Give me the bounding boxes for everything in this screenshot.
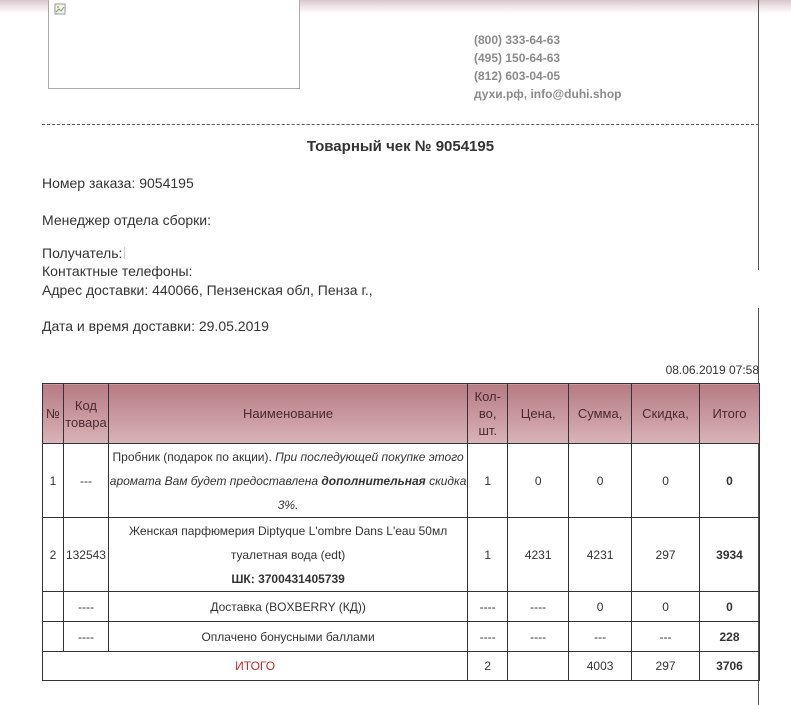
cell-total: 228 bbox=[700, 622, 760, 652]
cell-name bbox=[108, 444, 467, 518]
table-total-row bbox=[43, 652, 760, 681]
promo-emphasis: дополнительная bbox=[321, 473, 426, 488]
recipient-redacted bbox=[124, 247, 125, 259]
cell-num bbox=[43, 592, 64, 622]
cell-code: ---- bbox=[63, 622, 108, 652]
header-price: Цена, bbox=[508, 384, 569, 444]
barcode: ШК: 3700431405739 bbox=[231, 571, 345, 586]
cell-discount: 0 bbox=[632, 444, 700, 518]
promo-note: При последующей покупке этого аромата Вам будет предоставлена bbox=[109, 449, 464, 488]
table-row bbox=[43, 622, 760, 652]
cell-code: 132543 bbox=[63, 518, 108, 592]
delivery-address: Адрес доставки: 440066, Пензенская обл, Пенза г., bbox=[42, 282, 373, 298]
cell-name: Оплачено бонусными баллами bbox=[108, 622, 467, 652]
cell-name: Доставка (BOXBERRY (КД)) bbox=[108, 592, 467, 622]
cell-qty: 1 bbox=[468, 518, 508, 592]
cell-qty: 1 bbox=[468, 444, 508, 518]
cell-sum: 4231 bbox=[569, 518, 632, 592]
cell-name bbox=[108, 518, 467, 592]
cell-total: 0 bbox=[700, 444, 760, 518]
header-name: Наименование bbox=[108, 384, 467, 444]
table-row bbox=[43, 518, 760, 592]
grand-total: 3706 bbox=[700, 652, 760, 681]
cell-num: 2 bbox=[43, 518, 64, 592]
item-name: Пробник (подарок по акции). bbox=[112, 449, 276, 464]
cell-sum: 0 bbox=[569, 592, 632, 622]
total-label: ИТОГО bbox=[43, 652, 468, 681]
assembly-manager: Менеджер отдела сборки: bbox=[42, 212, 211, 228]
recipient-line bbox=[42, 245, 125, 261]
total-qty: 2 bbox=[468, 652, 508, 681]
cell-price: 4231 bbox=[508, 518, 569, 592]
header-sum: Сумма, bbox=[569, 384, 632, 444]
contact-phones: Контактные телефоны: bbox=[42, 263, 193, 279]
receipt-table bbox=[42, 383, 760, 681]
delivery-date: Дата и время доставки: 29.05.2019 bbox=[42, 318, 269, 334]
recipient-label: Получатель: bbox=[42, 245, 123, 261]
item-name: Женская парфюмерия Diptyque L'ombre Dans L'eau 50мл туалетная вода (edt) bbox=[128, 523, 448, 562]
cell-num bbox=[43, 622, 64, 652]
receipt-title: Товарный чек № 9054195 bbox=[306, 138, 495, 155]
cell-total: 0 bbox=[700, 592, 760, 622]
cell-qty: ---- bbox=[468, 622, 508, 652]
cell-qty: ---- bbox=[468, 592, 508, 622]
promo-note-end: скидка 3%. bbox=[277, 473, 467, 512]
cell-num: 1 bbox=[43, 444, 64, 518]
header-code: Код товара bbox=[63, 384, 108, 444]
phone-3: (812) 603-04-05 bbox=[474, 69, 561, 83]
cell-discount: 0 bbox=[632, 592, 700, 622]
cell-price: 0 bbox=[508, 444, 569, 518]
contacts-block bbox=[474, 31, 621, 103]
cell-total: 3934 bbox=[700, 518, 760, 592]
cell-sum: 0 bbox=[569, 444, 632, 518]
table-row bbox=[43, 592, 760, 622]
logo-image-placeholder bbox=[48, 0, 300, 89]
header-qty: Кол-во, шт. bbox=[468, 384, 508, 444]
cell-code: ---- bbox=[63, 592, 108, 622]
dashed-divider bbox=[42, 124, 759, 125]
total-discount: 297 bbox=[632, 652, 700, 681]
print-timestamp: 08.06.2019 07:58 bbox=[665, 363, 759, 377]
table-header-row bbox=[43, 384, 760, 444]
cell-discount: 297 bbox=[632, 518, 700, 592]
table-row bbox=[43, 444, 760, 518]
broken-image-icon bbox=[54, 3, 66, 15]
page-edge-line bbox=[758, 0, 759, 270]
header-discount: Скидка, bbox=[632, 384, 700, 444]
cell-code: --- bbox=[63, 444, 108, 518]
cell-price: ---- bbox=[508, 622, 569, 652]
total-price bbox=[508, 652, 569, 681]
header-total: Итого bbox=[700, 384, 760, 444]
phone-1: (800) 333-64-63 bbox=[474, 33, 561, 47]
header-num: № bbox=[43, 384, 64, 444]
cell-sum: --- bbox=[569, 622, 632, 652]
site-email: духи.рф, info@duhi.shop bbox=[474, 87, 622, 101]
cell-discount: --- bbox=[632, 622, 700, 652]
total-sum: 4003 bbox=[569, 652, 632, 681]
cell-price: ---- bbox=[508, 592, 569, 622]
phone-2: (495) 150-64-63 bbox=[474, 51, 561, 65]
order-number: Номер заказа: 9054195 bbox=[42, 175, 194, 191]
